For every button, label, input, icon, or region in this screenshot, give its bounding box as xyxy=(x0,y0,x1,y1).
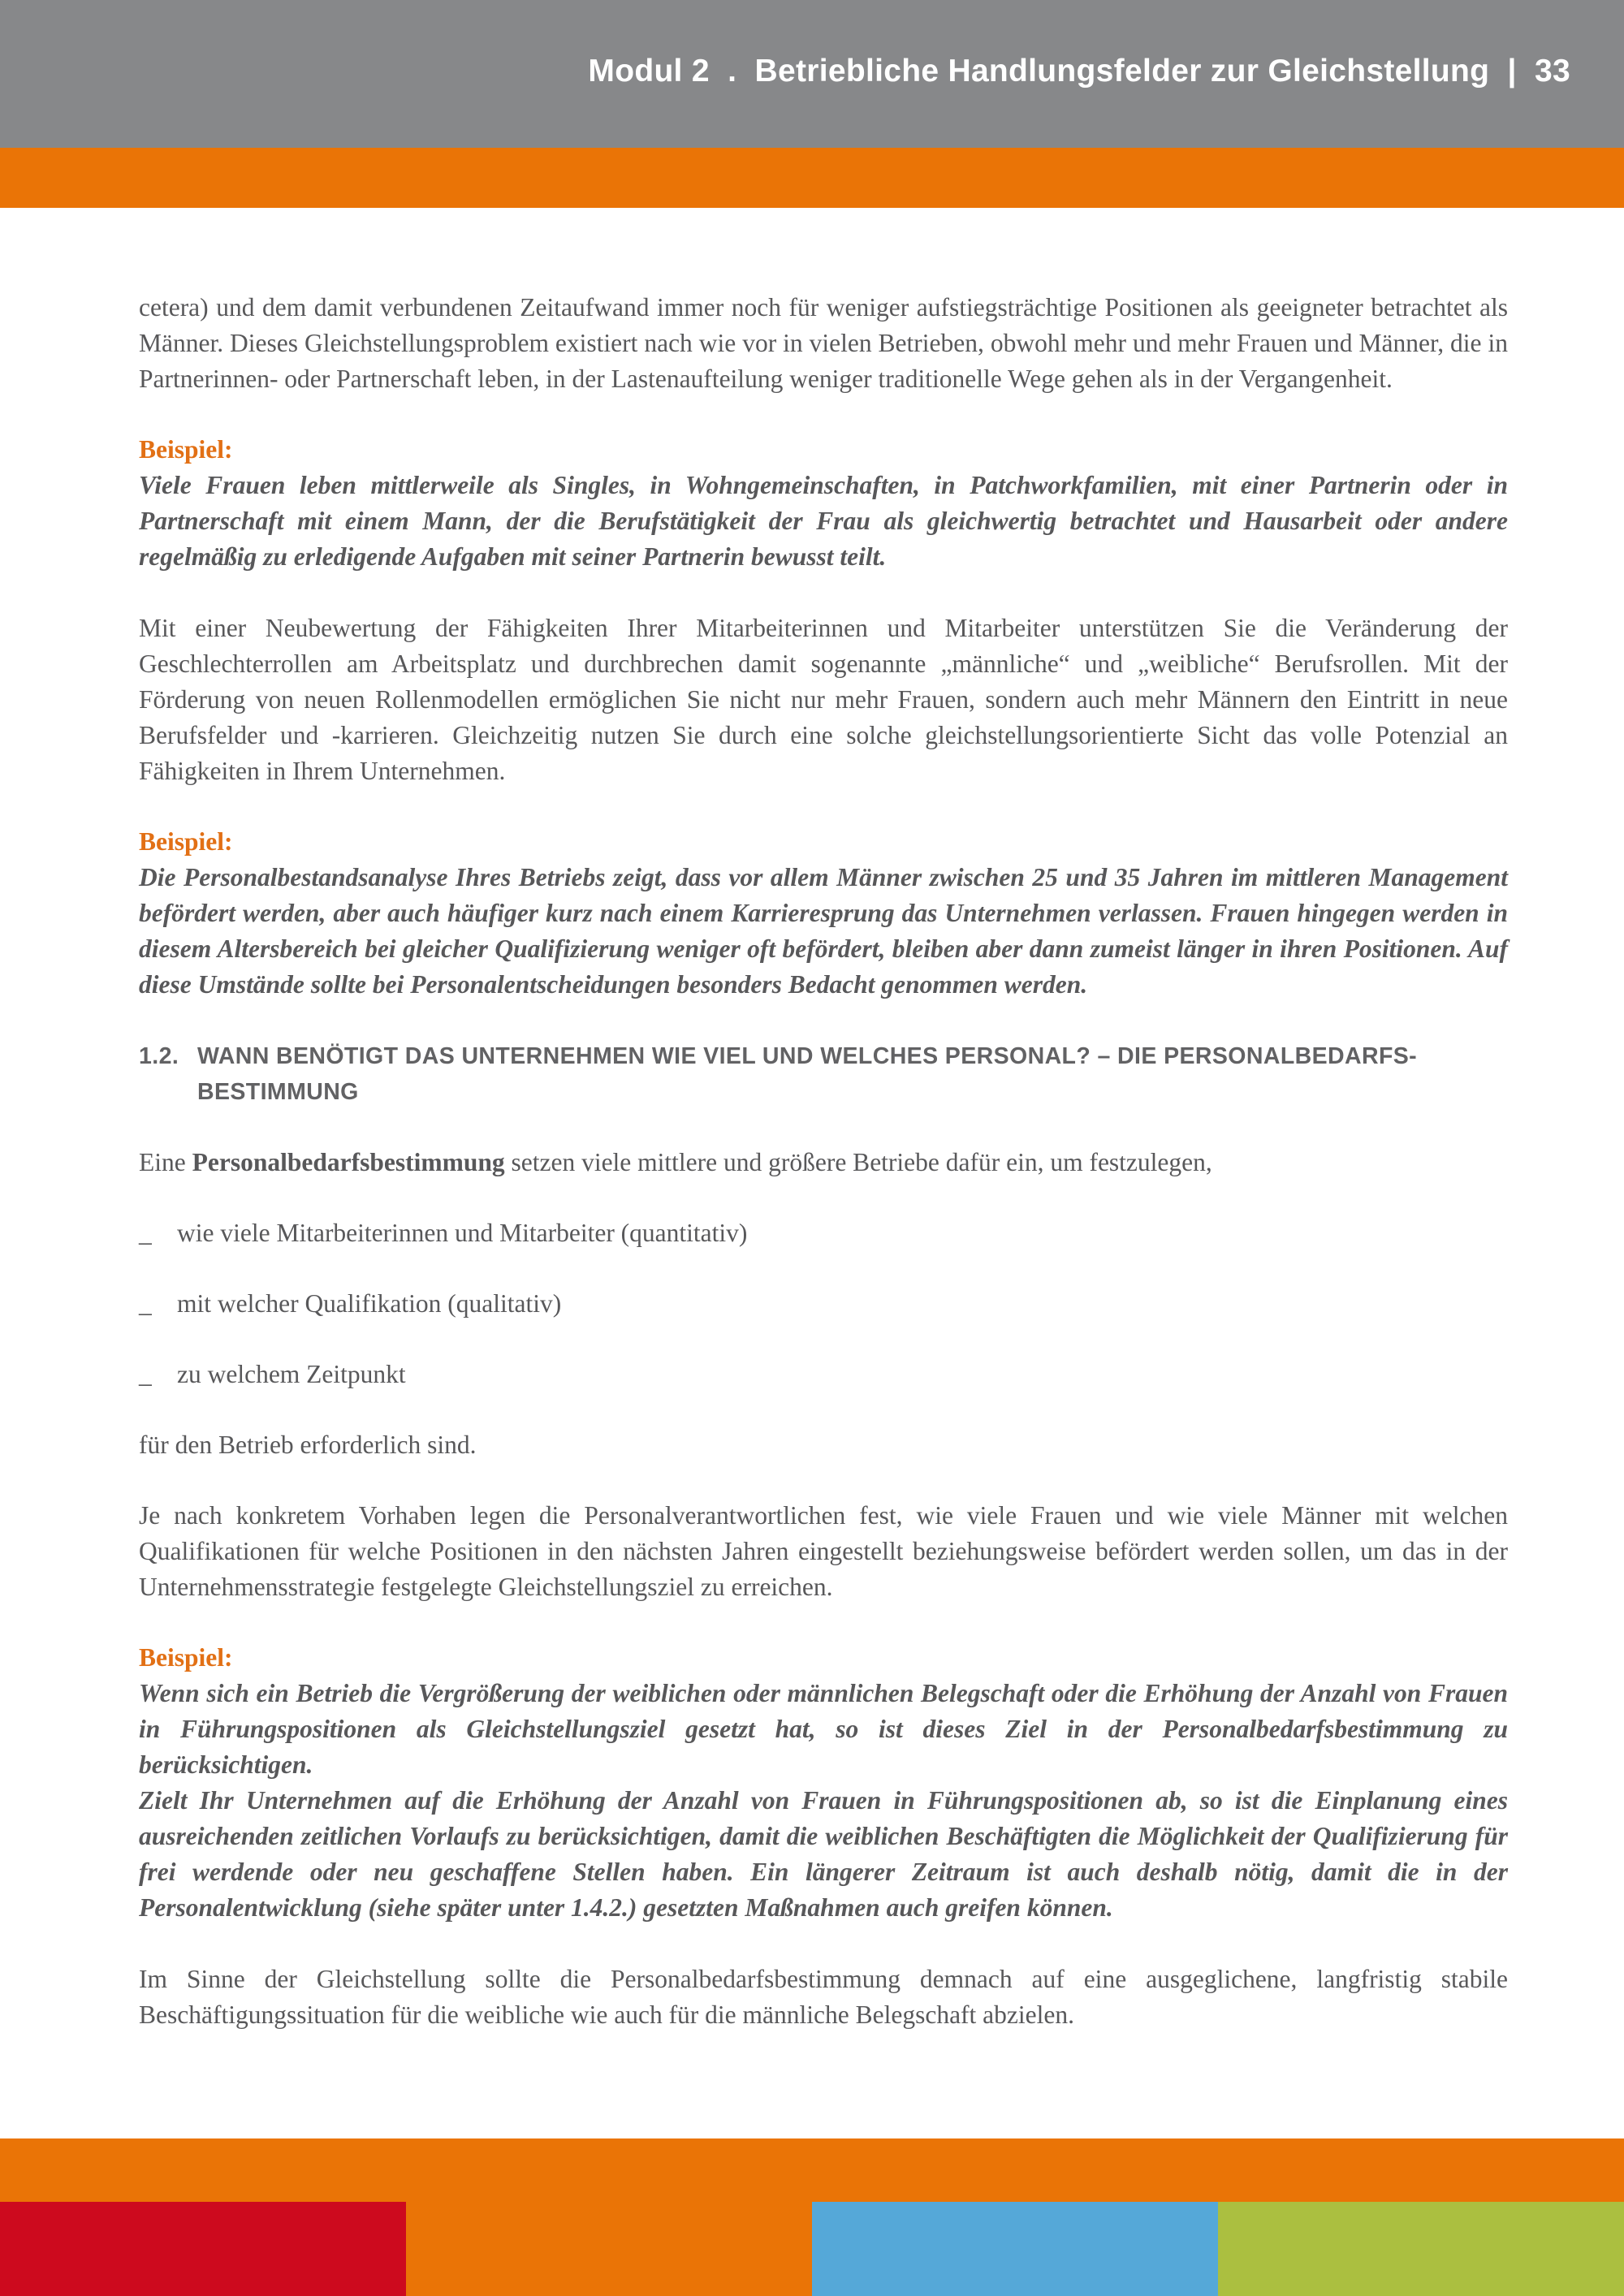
example-label: Beispiel: xyxy=(139,1643,233,1672)
intro-text-after: setzen viele mittlere und größere Betriebe dafür ein, um festzulegen, xyxy=(504,1148,1212,1176)
page-body xyxy=(139,290,1508,2033)
footer-accent-stripe xyxy=(0,2138,1624,2202)
footer-block-green xyxy=(1218,2202,1624,2296)
example-box-1 xyxy=(139,432,1508,575)
example-label: Beispiel: xyxy=(139,435,233,464)
intro-text-before: Eine xyxy=(139,1148,192,1176)
example-text: Die Personalbestandsanalyse Ihres Betriebs zeigt, dass vor allem Männer zwischen 25 und 35 Jahren im mittleren Management befördert werden, aber auch häufiger kurz nach einem Karrieresprung das Unternehmen verlassen. Frauen hingegen werden in diesem Altersbereich bei gleicher Qualifizierung weniger oft befördert, bleiben aber dann zumeist länger in ihren Positionen. Auf diese Umstände sollte bei Personalentscheidungen besonders Bedacht genommen werden. xyxy=(139,863,1508,999)
example-label: Beispiel: xyxy=(139,827,233,856)
header-accent-stripe xyxy=(0,148,1624,208)
body-paragraph-1: cetera) und dem damit verbundenen Zeitaufwand immer noch für weniger aufstiegsträchtige Positionen als geeigneter betrachtet als Männer. Dieses Gleichstellungsproblem existiert nach wie vor in vielen Betrieben, obwohl mehr und mehr Frauen und Männer, die in Partnerinnen- oder Partnerschaft leben, in der Lastenaufteilung weniger traditionelle Wege gehen als in der Vergangenheit. xyxy=(139,293,1508,393)
body-paragraph-4: Je nach konkretem Vorhaben legen die Personalverantwortlichen fest, wie viele Frauen und wie viele Männer mit welchen Qualifikationen für welche Positionen in den nächsten Jahren eingestellt beziehungsweise befördert werden sollen, um das in der Unternehmensstrategie festgelegte Gleichstellungsziel zu erreichen. xyxy=(139,1501,1508,1601)
intro-term: Personalbedarfsbestimmung xyxy=(192,1148,505,1176)
list-item-text: mit welcher Qualifikation (qualitativ) xyxy=(177,1289,562,1318)
list-item-text: zu welchem Zeitpunkt xyxy=(177,1360,406,1388)
footer-block-blue xyxy=(812,2202,1218,2296)
list-marker: _ xyxy=(139,1289,152,1318)
example-text: Viele Frauen leben mittlerweile als Singles, in Wohngemeinschaften, in Patchworkfamilien, mit einer Partnerin oder in Partnerschaft mit einem Mann, der die Berufstätigkeit der Frau als gleichwertig betrachtet und Hausarbeit oder andere regelmäßig zu erledigende Aufgaben mit seiner Partnerin bewusst teilt. xyxy=(139,471,1508,571)
body-paragraph-5: Im Sinne der Gleichstellung sollte die Personalbedarfsbestimmung demnach auf eine ausgeglichene, langfristig stabile Beschäftigungssituation für die weibliche wie auch für die männliche Belegschaft abzielen. xyxy=(139,1965,1508,2029)
list-item xyxy=(139,1286,1508,1322)
list-marker: _ xyxy=(139,1219,152,1247)
intro-paragraph xyxy=(139,1145,1508,1180)
example-text: Wenn sich ein Betrieb die Vergrößerung der weiblichen oder männlichen Belegschaft oder die Erhöhung der Anzahl von Frauen in Führungspositionen als Gleichstellungsziel gesetzt hat, so ist dieses Ziel in der Personalbedarfsbestimmung zu berücksichtigen. xyxy=(139,1679,1508,1779)
list-item-text: wie viele Mitarbeiterinnen und Mitarbeiter (quantitativ) xyxy=(177,1219,748,1247)
section-title: WANN BENÖTIGT DAS UNTERNEHMEN WIE VIEL UND WELCHES PERSONAL? – DIE PERSONALBEDARFS-BESTIMMUNG xyxy=(197,1043,1418,1105)
example-box-3 xyxy=(139,1640,1508,1926)
list-marker: _ xyxy=(139,1360,152,1388)
example-box-2 xyxy=(139,824,1508,1003)
body-paragraph-2: Mit einer Neubewertung der Fähigkeiten Ihrer Mitarbeiterinnen und Mitarbeiter unterstützen Sie die Veränderung der Geschlechterrollen am Arbeitsplatz und durchbrechen damit sogenannte „männliche“ und „weibliche“ Berufsrollen. Mit der Förderung von neuen Rollenmodellen ermöglichen Sie nicht nur mehr Frauen, sondern auch mehr Männern den Eintritt in neue Berufsfelder und -karrieren. Gleichzeitig nutzen Sie durch eine solche gleichstellungsorientierte Sicht das volle Potenzial an Fähigkeiten in Ihrem Unternehmen. xyxy=(139,614,1508,785)
page-header xyxy=(0,0,1624,148)
section-heading xyxy=(139,1038,1508,1110)
footer-block-orange xyxy=(406,2202,812,2296)
example-text: Zielt Ihr Unternehmen auf die Erhöhung der Anzahl von Frauen in Führungspositionen ab, so ist die Einplanung eines ausreichenden zeitlichen Vorlaufs zu berücksichtigen, damit die weiblichen Beschäftigten die Möglichkeit der Qualifizierung für frei werdende oder neu geschaffene Stellen haben. Ein längerer Zeitraum ist auch deshalb nötig, damit die in der Personalentwicklung (siehe später unter 1.4.2.) gesetzten Maßnahmen auch greifen können. xyxy=(139,1786,1508,1922)
body-paragraph-3: für den Betrieb erforderlich sind. xyxy=(139,1431,477,1459)
list-item xyxy=(139,1215,1508,1251)
requirement-list xyxy=(139,1215,1508,1392)
footer-color-blocks xyxy=(0,2202,1624,2296)
list-item xyxy=(139,1357,1508,1392)
footer-block-red xyxy=(0,2202,406,2296)
running-header-title: Modul 2 . Betriebliche Handlungsfelder zur Gleichstellung | 33 xyxy=(588,54,1570,88)
section-number: 1.2. xyxy=(139,1043,179,1069)
